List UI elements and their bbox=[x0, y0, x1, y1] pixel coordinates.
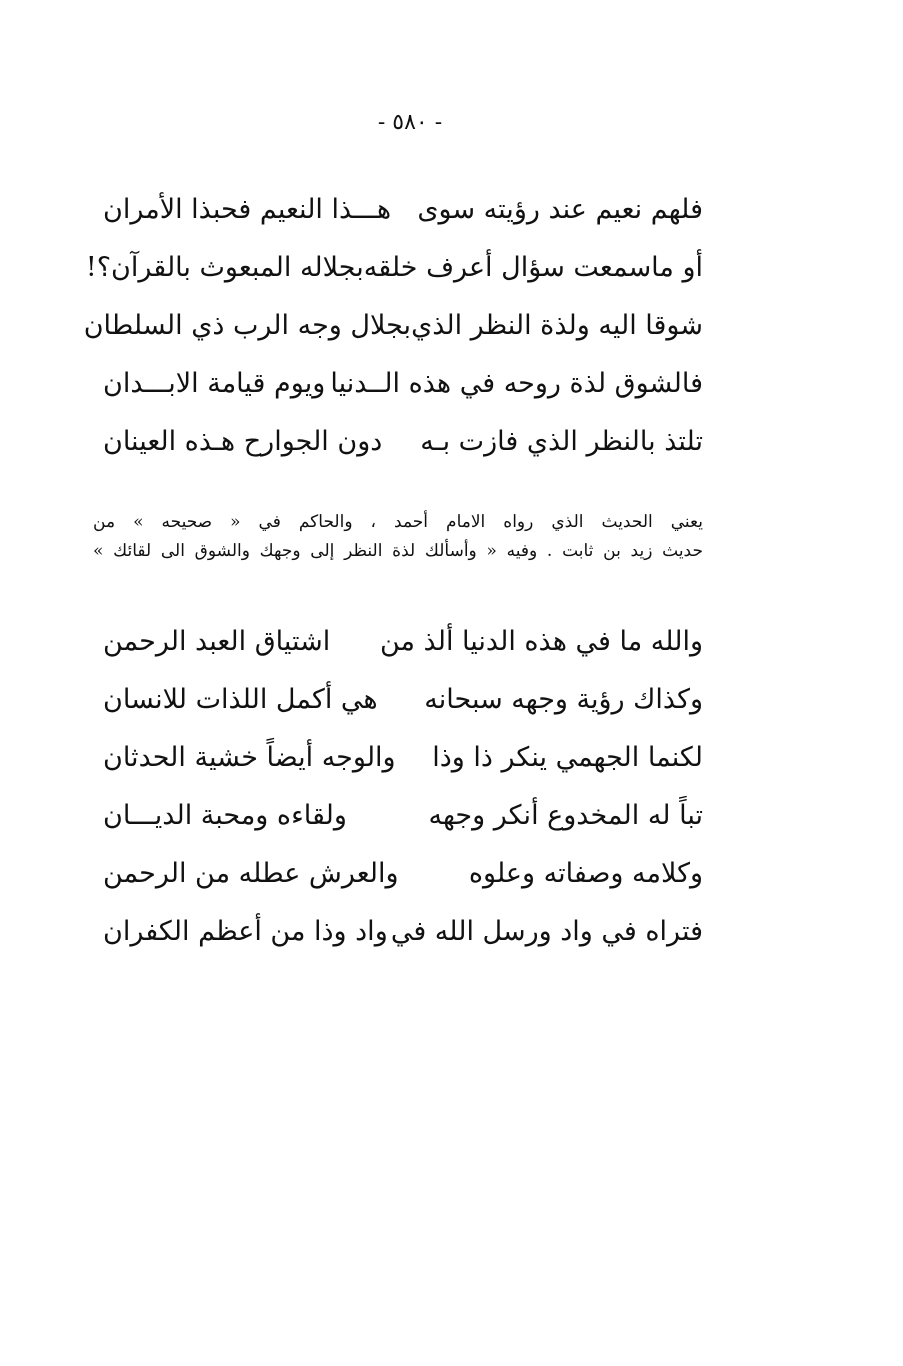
page-number: - ٥٨٠ - bbox=[377, 110, 443, 135]
verse-first-hemistich: وكلامه وصفاته وعلوه bbox=[468, 857, 703, 889]
verse-line bbox=[103, 728, 703, 786]
verse-line bbox=[103, 412, 703, 470]
verse-second-hemistich: هـــذا النعيم فحبذا الأمران bbox=[103, 193, 392, 225]
verse-first-hemistich: وكذاك رؤية وجهه سبحانه bbox=[424, 683, 703, 715]
verse-line bbox=[103, 786, 703, 844]
verse-line bbox=[103, 180, 703, 238]
verse-second-hemistich: واد وذا من أعظم الكفران bbox=[103, 915, 388, 947]
footnote bbox=[93, 508, 703, 566]
verse-first-hemistich: فتراه في واد ورسل الله في bbox=[390, 915, 703, 947]
verse-second-hemistich: بجلاله المبعوث بالقرآن؟! bbox=[85, 251, 364, 283]
verse-first-hemistich: والله ما في هذه الدنيا ألذ من bbox=[379, 625, 703, 657]
verse-second-hemistich: بجلال وجه الرب ذي السلطان bbox=[83, 309, 412, 341]
verse-block-bottom bbox=[103, 612, 703, 960]
footnote-line: حديث زيد بن ثابت . وفيه « وأسألك لذة النظر إلى وجهك والشوق الى لقائك » bbox=[93, 541, 703, 561]
verse-line bbox=[103, 844, 703, 902]
verse-block-top bbox=[83, 180, 703, 470]
verse-first-hemistich: لكنما الجهمي ينكر ذا وذا bbox=[432, 741, 703, 773]
verse-second-hemistich: والعرش عطله من الرحمن bbox=[103, 857, 399, 889]
verse-second-hemistich: ولقاءه ومحبة الديـــان bbox=[103, 799, 347, 831]
verse-second-hemistich: دون الجوارح هـذه العينان bbox=[103, 425, 383, 457]
verse-line bbox=[83, 296, 703, 354]
verse-first-hemistich: فالشوق لذة روحه في هذه الــدنيا bbox=[330, 367, 703, 399]
verse-first-hemistich: تلتذ بالنظر الذي فازت بـه bbox=[420, 425, 703, 457]
verse-second-hemistich: هي أكمل اللذات للانسان bbox=[103, 683, 378, 715]
verse-second-hemistich: ويوم قيامة الابـــدان bbox=[103, 367, 326, 399]
verse-second-hemistich: والوجه أيضاً خشية الحدثان bbox=[103, 741, 396, 773]
verse-line bbox=[85, 238, 703, 296]
verse-line bbox=[103, 670, 703, 728]
verse-first-hemistich: أو ماسمعت سؤال أعرف خلقه bbox=[363, 251, 703, 283]
verse-second-hemistich: اشتياق العبد الرحمن bbox=[103, 625, 331, 657]
verse-line bbox=[103, 612, 703, 670]
verse-first-hemistich: فلهم نعيم عند رؤيته سوى bbox=[417, 193, 703, 225]
verse-line bbox=[103, 902, 703, 960]
verse-first-hemistich: شوقا اليه ولذة النظر الذي bbox=[411, 309, 703, 341]
verse-line bbox=[103, 354, 703, 412]
verse-first-hemistich: تباً له المخدوع أنكر وجهه bbox=[428, 799, 703, 831]
footnote-line: يعني الحديث الذي رواه الامام أحمد ، والحاكم في « صحيحه » من bbox=[93, 512, 703, 532]
